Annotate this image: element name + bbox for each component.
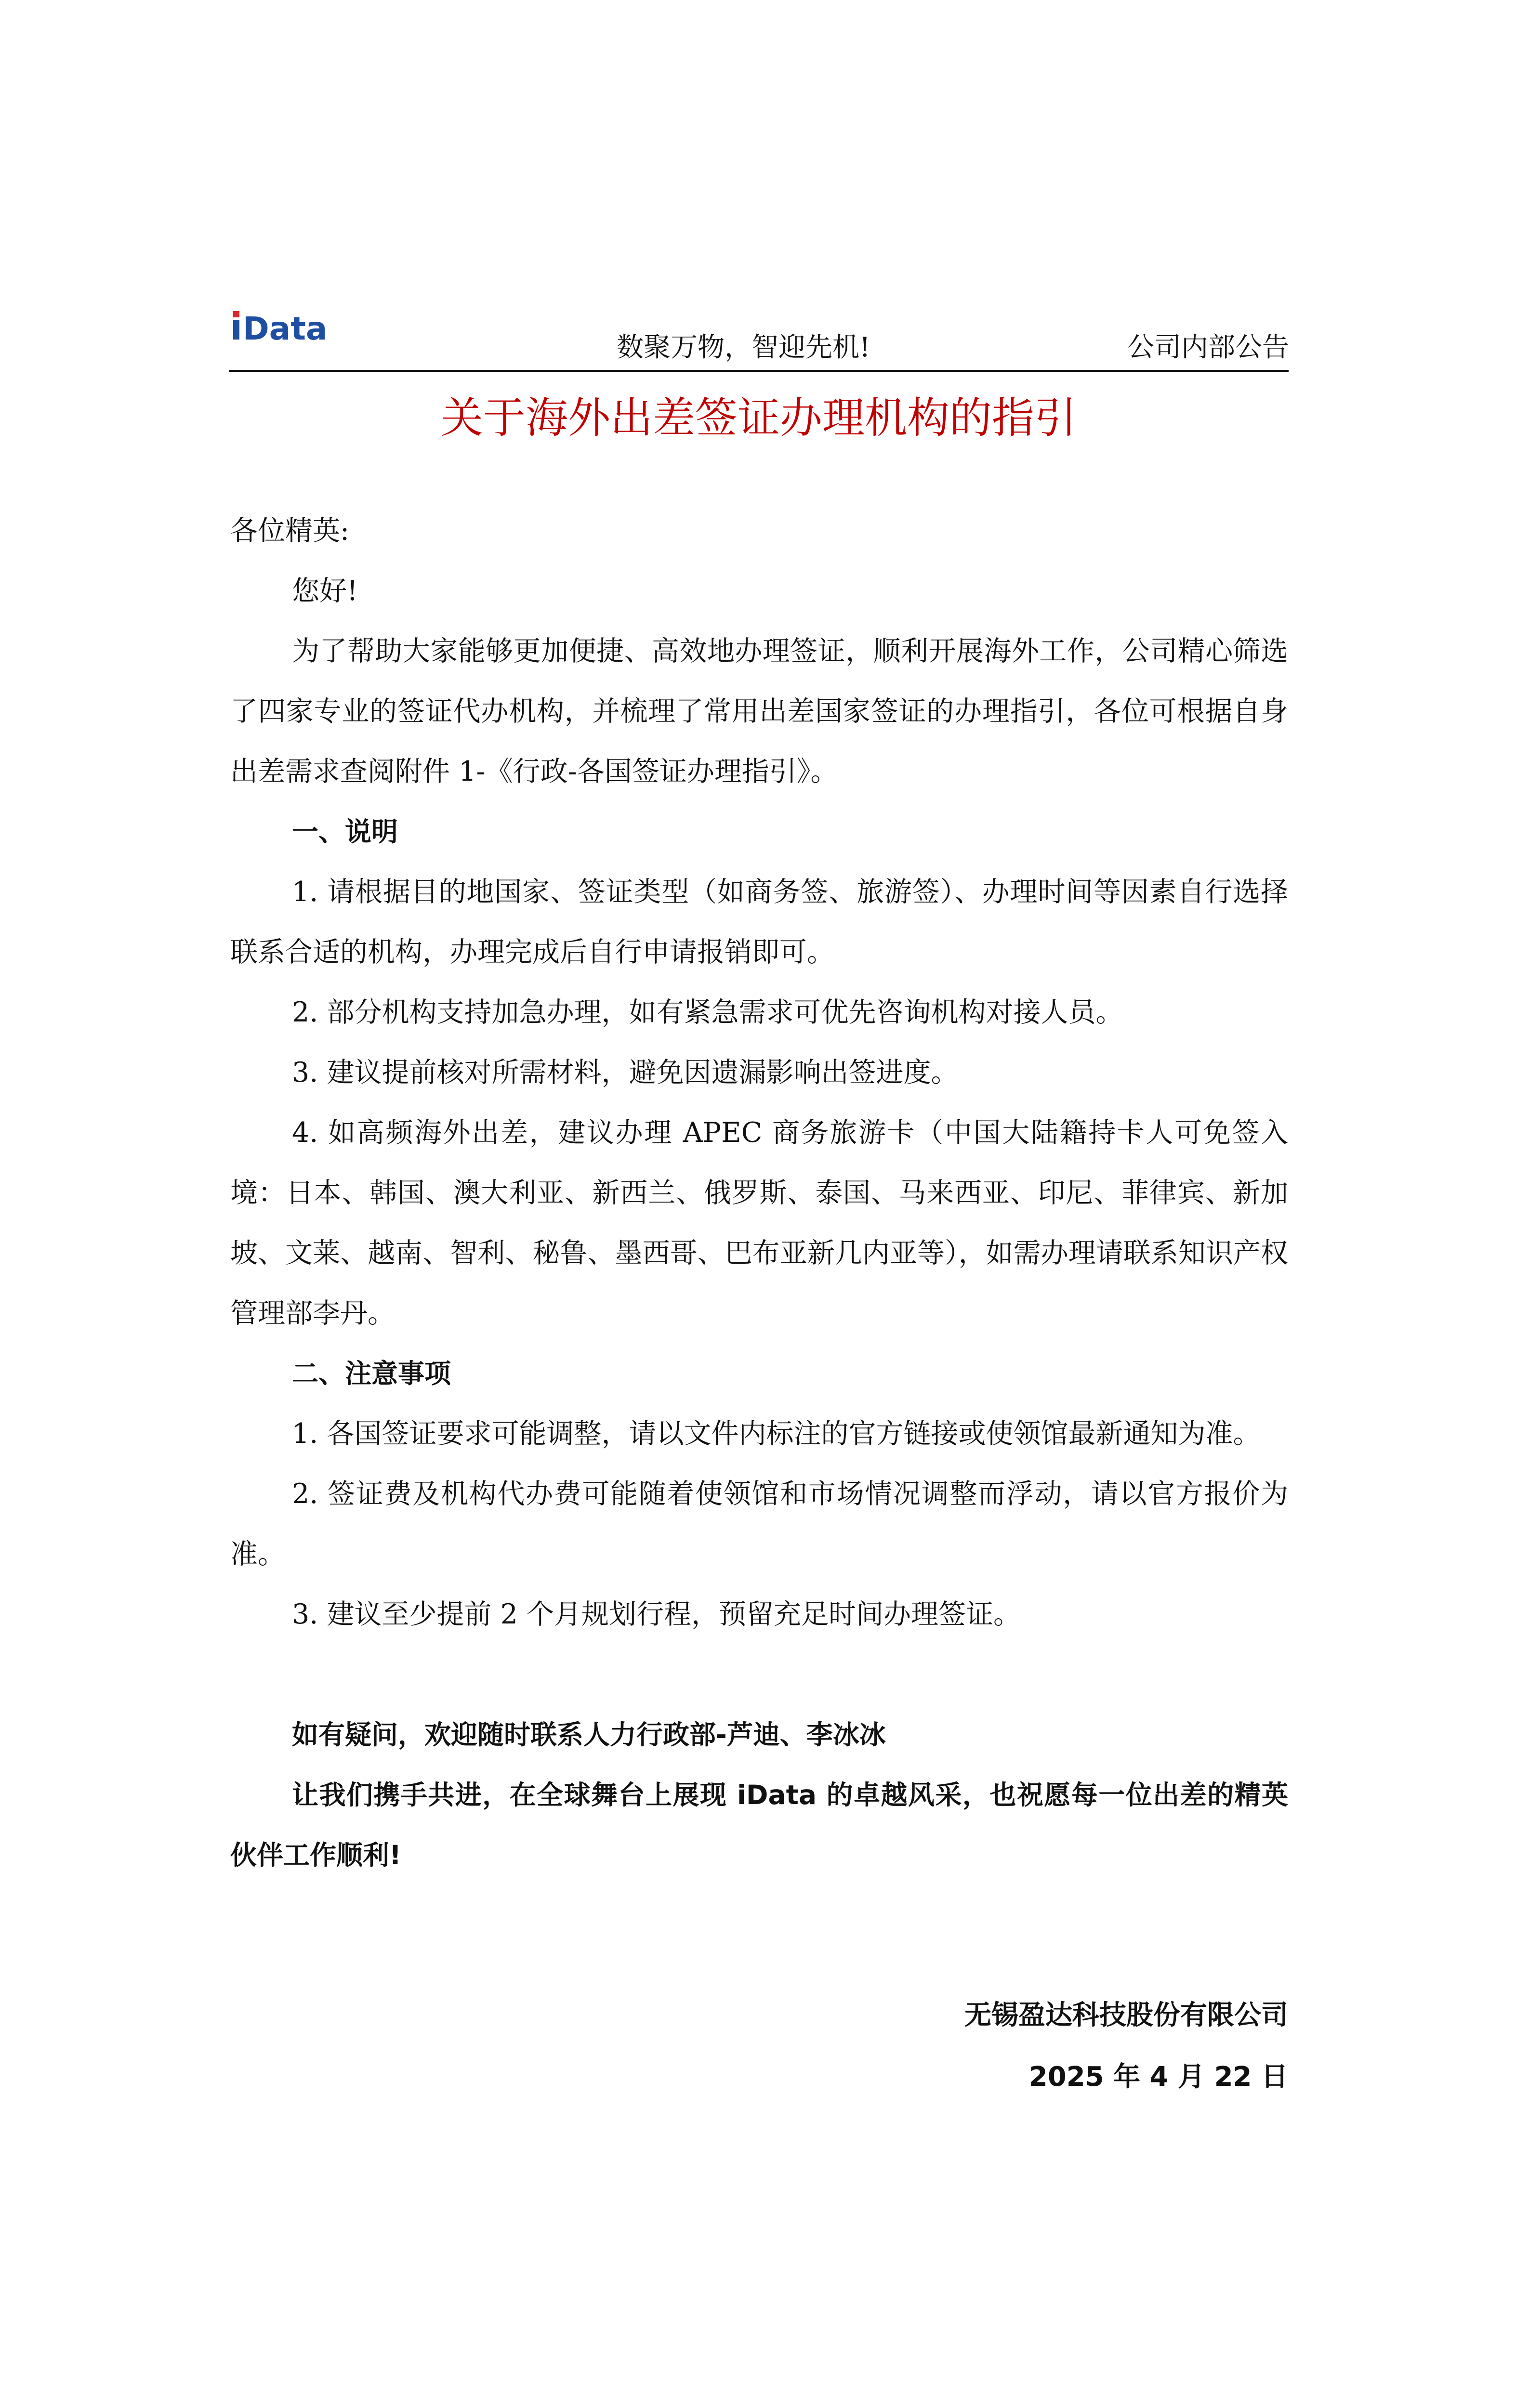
company-slogan: 数聚万物，智迎先机! xyxy=(617,332,870,363)
greeting: 各位精英: xyxy=(230,515,350,547)
header-divider xyxy=(229,370,1289,372)
hello-line: 您好! xyxy=(292,575,358,607)
attention-item: 3. 建议至少提前 2 个月规划行程，预留充足时间办理签证。 xyxy=(292,1598,1021,1630)
idata-logo xyxy=(230,302,356,346)
paragraph-gap xyxy=(230,1645,1288,1705)
intro-paragraph: 为了帮助大家能够更加便捷、高效地办理签证，顺利开展海外工作，公司精心筛选了四家专业的签证代办机构，并梳理了常用出差国家签证的办理指引，各位可根据自身出差需求查阅附件 1-《行政-各国签证办理指引》。 xyxy=(230,635,1288,787)
attention-item: 1. 各国签证要求可能调整，请以文件内标注的官方链接或使领馆最新通知为准。 xyxy=(292,1418,1261,1450)
notice-type-label: 公司内部公告 xyxy=(1127,332,1289,363)
svg-text:Data: Data xyxy=(243,310,328,346)
notes-item: 3. 建议提前核对所需材料，避免因遗漏影响出签进度。 xyxy=(292,1057,959,1088)
document-body xyxy=(230,501,1288,1885)
notes-item: 1. 请根据目的地国家、签证类型（如商务签、旅游签）、办理时间等因素自行选择联系合适的机构，办理完成后自行申请报销即可。 xyxy=(230,876,1288,968)
notes-item: 4. 如高频海外出差，建议办理 APEC 商务旅游卡（中国大陆籍持卡人可免签入境：日本、韩国、澳大利亚、新西兰、俄罗斯、泰国、马来西亚、印尼、菲律宾、新加坡、文莱、越南、智利、秘鲁、墨西哥、巴布亚新几内亚等），如需办理请联系知识产权管理部李丹。 xyxy=(230,1117,1288,1329)
signature-company: 无锡盈达科技股份有限公司 xyxy=(964,2000,1288,2031)
notes-item: 2. 部分机构支持加急办理，如有紧急需求可优先咨询机构对接人员。 xyxy=(292,996,1123,1028)
closing-paragraph: 让我们携手共进，在全球舞台上展现 iData 的卓越风采，也祝愿每一位出差的精英伙伴工作顺利! xyxy=(230,1780,1288,1871)
contact-line: 如有疑问，欢迎随时联系人力行政部-芦迪、李冰冰 xyxy=(292,1719,886,1750)
document-title: 关于海外出差签证办理机构的指引 xyxy=(440,393,1077,443)
section-heading-attention: 二、注意事项 xyxy=(292,1358,451,1389)
attention-item: 2. 签证费及机构代办费可能随着使领馆和市场情况调整而浮动，请以官方报价为准。 xyxy=(230,1478,1288,1570)
signature-date: 2025 年 4 月 22 日 xyxy=(1028,2061,1288,2093)
section-heading-notes: 一、说明 xyxy=(292,816,398,847)
